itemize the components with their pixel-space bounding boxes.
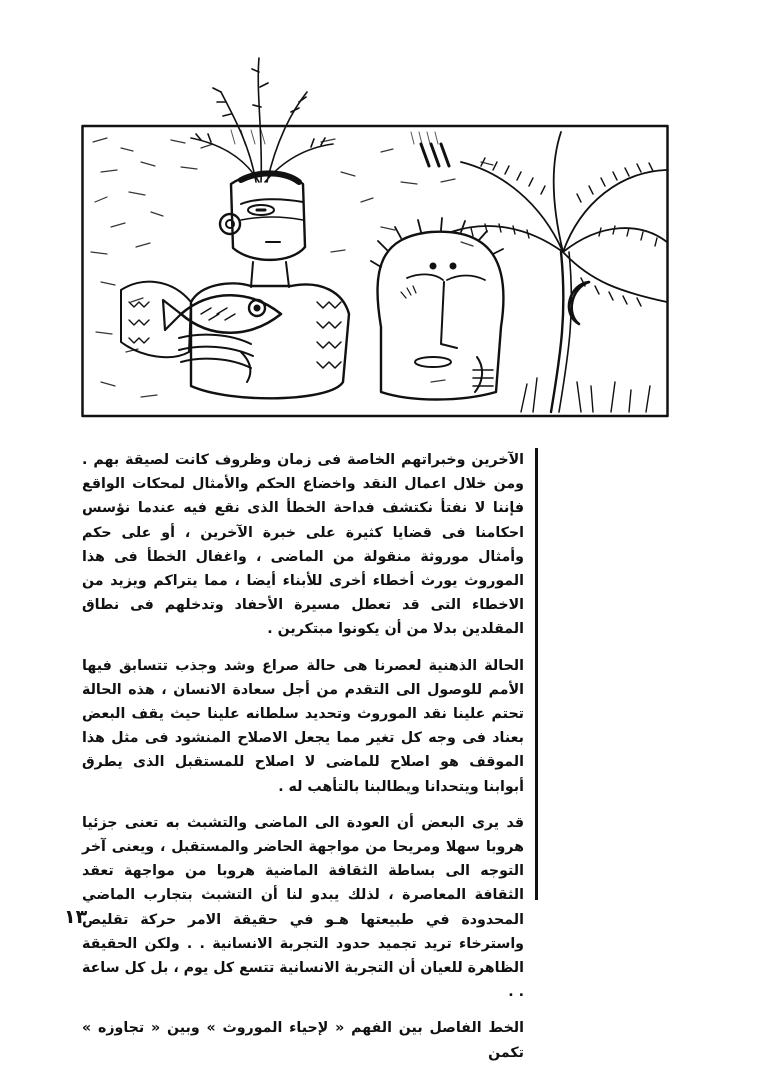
page-number: ١٣ (64, 906, 88, 928)
vertical-column-rule (535, 448, 538, 900)
paragraph-3: قد يرى البعض أن العودة الى الماضى والتشبث به تعنى جزئيا هروبا سهلا ومريحا من مواجهة الحاضر والمستقبل ، ويعنى آخر التوجه الى بساطة الثقافة الماضية هروبا من مواجهة تعقد الثقافة المعاصرة ، لذلك يبدو لنا أن التشبث بتجارب الماضي المحدودة في طبيعتها هـو في حقيقة الامر حركة تقليص واسترخاء تريد تجميد حدود التجربة الانسانية . . ولكن الحقيقة الظاهرة للعيان أن التجربة الانسانية تتسع كل يوم ، بل كل ساعة . . (82, 814, 524, 1001)
paragraph-1: الآخرين وخبراتهم الخاصة فى زمان وظروف كانت لصيقة بهم . ومن خلال اعمال النقد واخضاع الحكم والأمثال لمحكات الواقع فإننا لا نفتأ نكتشف فداحة الخطأ الذى نقع فيه عندما نؤسس احكامنا فى قضايا كثيرة على خبرة الآخرين ، أو على حكم وأمثال موروثة منقولة من الماضى ، واغفال الخطأ فى هذا الموروث يورث أخطاء أخرى للأبناء أيضا ، مما يتراكم ويزيد من الاخطاء التى قد تعطل مسيرة الأحفاد وتدخلهم فى نطاق المقلدين بدلا من أن يكونوا مبتكرين . (82, 452, 524, 638)
paragraph-2: الحالة الذهنية لعصرنا هى حالة صراع وشد وجذب تتسابق فيها الأمم للوصول الى التقدم من أجل سعادة الانسان ، هذه الحالة تحتم علينا نقد الموروث وتحديد سلطانه علينا حيث يقف البعض بعناد فى وجه كل تغير مما يجعل الاصلاح المنشود فى مثل هذا الموقف هو اصلاح للماضى لا اصلاح للمستقبل الذى يطرق أبوابنا ويتحدانا ويطالبنا بالتأهب له . (82, 657, 524, 795)
folk-art-illustration (81, 52, 669, 418)
article-text (82, 448, 524, 1065)
paragraph-4: الخط الفاصل بين الفهم « لإحياء الموروث » وبين « تجاوزه » تكمن (82, 1020, 524, 1061)
